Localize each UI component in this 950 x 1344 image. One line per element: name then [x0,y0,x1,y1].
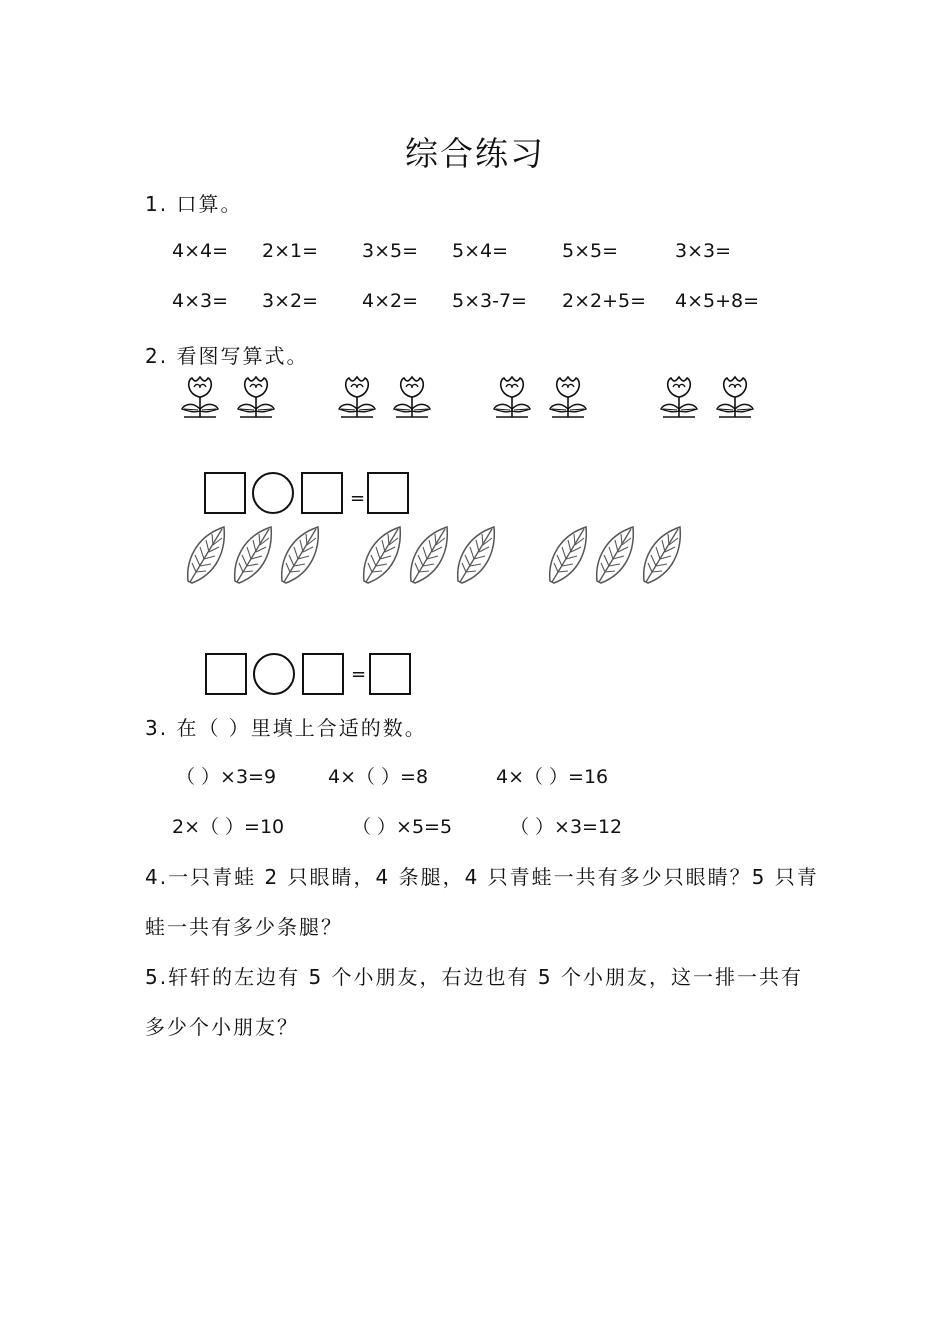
q1-item: 4×2= [362,290,419,312]
answer-box[interactable] [301,472,343,514]
operator-circle[interactable] [253,653,295,695]
q3-item: 4×（ ）=8 [328,766,429,788]
page-title: 综合练习 [405,134,545,173]
q1-item: 4×5+8= [675,290,760,312]
q1-item: 4×3= [172,290,229,312]
leaf-icon [278,525,322,585]
question-5-line2: 多少个小朋友？ [145,1015,299,1039]
leaf-icon [407,525,451,585]
q1-item: 3×3= [675,240,732,262]
question-3-label: 3. 在（ ）里填上合适的数。 [145,716,427,740]
answer-box[interactable] [367,472,409,514]
leaf-icon [546,525,590,585]
operator-circle[interactable] [252,472,294,514]
leaf-icon [640,525,684,585]
leaf-icon [360,525,404,585]
q1-item: 5×4= [452,240,509,262]
q3-item: （ ）×3=9 [176,766,277,788]
q1-item: 5×5= [562,240,619,262]
question-4-line1: 4.一只青蛙 2 只眼睛，4 条腿，4 只青蛙一共有多少只眼睛？5 只青 [145,865,819,889]
q1-item: 2×1= [262,240,319,262]
answer-box[interactable] [204,472,246,514]
leaf-icon [454,525,498,585]
q1-item: 3×5= [362,240,419,262]
q1-item: 2×2+5= [562,290,647,312]
q3-item: 2×（ ）=10 [172,816,285,838]
q3-item: （ ）×3=12 [510,816,623,838]
answer-box[interactable] [205,653,247,695]
q1-item: 4×4= [172,240,229,262]
equals-sign: = [350,488,366,509]
answer-box[interactable] [369,653,411,695]
question-1-label: 1. 口算。 [145,192,243,216]
flower-icon [180,374,220,420]
flower-icon [659,374,699,420]
flower-icon [392,374,432,420]
q1-item: 3×2= [262,290,319,312]
flower-icon [548,374,588,420]
q3-item: 4×（ ）=16 [496,766,609,788]
question-2-label: 2. 看图写算式。 [145,344,309,368]
question-4-line2: 蛙一共有多少条腿？ [145,915,343,939]
q3-item: （ ）×5=5 [352,816,453,838]
leaf-icon [231,525,275,585]
leaf-icon [184,525,228,585]
flower-icon [715,374,755,420]
equals-sign: = [351,664,367,685]
flower-icon [492,374,532,420]
flower-icon [236,374,276,420]
flower-icon [337,374,377,420]
answer-box[interactable] [302,653,344,695]
leaf-icon [593,525,637,585]
q1-item: 5×3-7= [452,290,527,312]
question-5-line1: 5.轩轩的左边有 5 个小朋友，右边也有 5 个小朋友，这一排一共有 [145,965,803,989]
